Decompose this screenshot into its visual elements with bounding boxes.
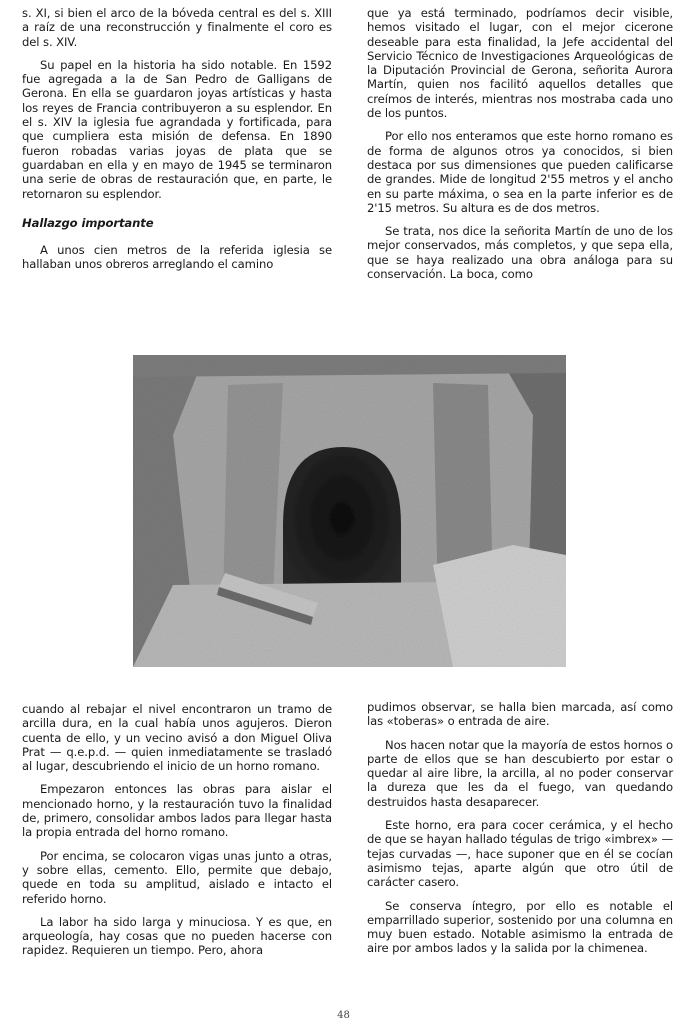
paragraph: Nos hacen notar que la mayoría de estos hornos o parte de ellos que se han descubierto por estar o quedar al aire libre, la arcilla, al no poder conservar la dureza que les da el fuego, van quedando destruidos hasta desaparecer. xyxy=(367,737,673,809)
paragraph: A unos cien metros de la referida iglesia se hallaban unos obreros arreglando el camino xyxy=(22,243,332,272)
page-number: 48 xyxy=(337,1010,350,1021)
kiln-photograph xyxy=(133,355,566,667)
column-bottom-right xyxy=(367,700,673,965)
paragraph: Por ello nos enteramos que este horno romano es de forma de algunos otros ya conocidos, si bien destaca por sus dimensiones que pueden calificarse de grandes. Mide de longitud 2'55 metros y el ancho en su parte máxima, o sea en la parte inferior es de 2'15 metros. Su altura es de dos metros. xyxy=(367,129,673,215)
paragraph: s. XI, si bien el arco de la bóveda central es del s. XIII a raíz de una reconstrucción y finalmente el coro es del s. XIV. xyxy=(22,6,332,49)
paragraph: Su papel en la historia ha sido notable. En 1592 fue agregada a la de San Pedro de Galligans de Gerona. En ella se guardaron joyas artísticas y hasta los reyes de Francia contribuyeron a su esplendor. En el s. XIV la iglesia fue agrandada y fortificada, para que cumpliera esta misión de defensa. En 1890 fueron robadas varias joyas de plata que se guardaban en ella y en mayo de 1945 se terminaron una serie de obras de restauración que, en parte, le retornaron su esplendor. xyxy=(22,57,332,201)
paragraph: Se conserva íntegro, por ello es notable el emparrillado superior, sostenido por una columna en muy buen estado. Notable asimismo la entrada de aire por ambos lados y la salida por la chimenea. xyxy=(367,898,673,956)
paragraph: Se trata, nos dice la señorita Martín de uno de los mejor conservados, más completos, y que sepa ella, que se haya realizado una obra análoga para su conservación. La boca, como xyxy=(367,224,673,282)
paragraph: Este horno, era para cocer cerámica, y el hecho de que se hayan hallado tégulas de trigo «imbrex» — tejas curvadas —, hace suponer que en él se cocían asimismo tejas, aparte algún que otro útil de carácter casero. xyxy=(367,818,673,890)
paragraph: que ya está terminado, podríamos decir visible, hemos visitado el lugar, con el mejor cicerone deseable para esta finalidad, la Jefe accidental del Servicio Técnico de Investigaciones Arqueológicas de la Diputación Provincial de Gerona, señorita Aurora Martín, quien nos facilitó aquellos detalles que creímos de interés, mientras nos mostraba cada uno de los puntos. xyxy=(367,6,673,121)
paragraph: pudimos observar, se halla bien marcada, así como las «toberas» o entrada de aire. xyxy=(367,700,673,729)
column-bottom-left xyxy=(22,702,332,967)
section-heading: Hallazgo importante xyxy=(22,215,154,230)
paragraph: La labor ha sido larga y minuciosa. Y es que, en arqueología, hay cosas que no pueden hacerse con rapidez. Requieren un tiempo. Pero, ahora xyxy=(22,914,332,958)
paragraph: Por encima, se colocaron vigas unas junto a otras, y sobre ellas, cemento. Ello, permite que debajo, quede en toda su amplitud, aislado e intacto el referido horno. xyxy=(22,848,332,906)
paragraph: cuando al rebajar el nivel encontraron un tramo de arcilla dura, en la cual había unos agujeros. Dieron cuenta de ello, y un vecino avisó a don Miguel Oliva Prat — q.e.p.d. — quien inmediatamente se trasladó al lugar, descubriendo el inicio de un horno romano. xyxy=(22,702,332,774)
column-top-left xyxy=(22,6,332,281)
paragraph: Empezaron entonces las obras para aislar el mencionado horno, y la restauración tuvo la finalidad de, primero, consolidar ambos lados para llegar hasta la propia entrada del horno romano. xyxy=(22,782,332,840)
column-top-right xyxy=(367,6,673,290)
